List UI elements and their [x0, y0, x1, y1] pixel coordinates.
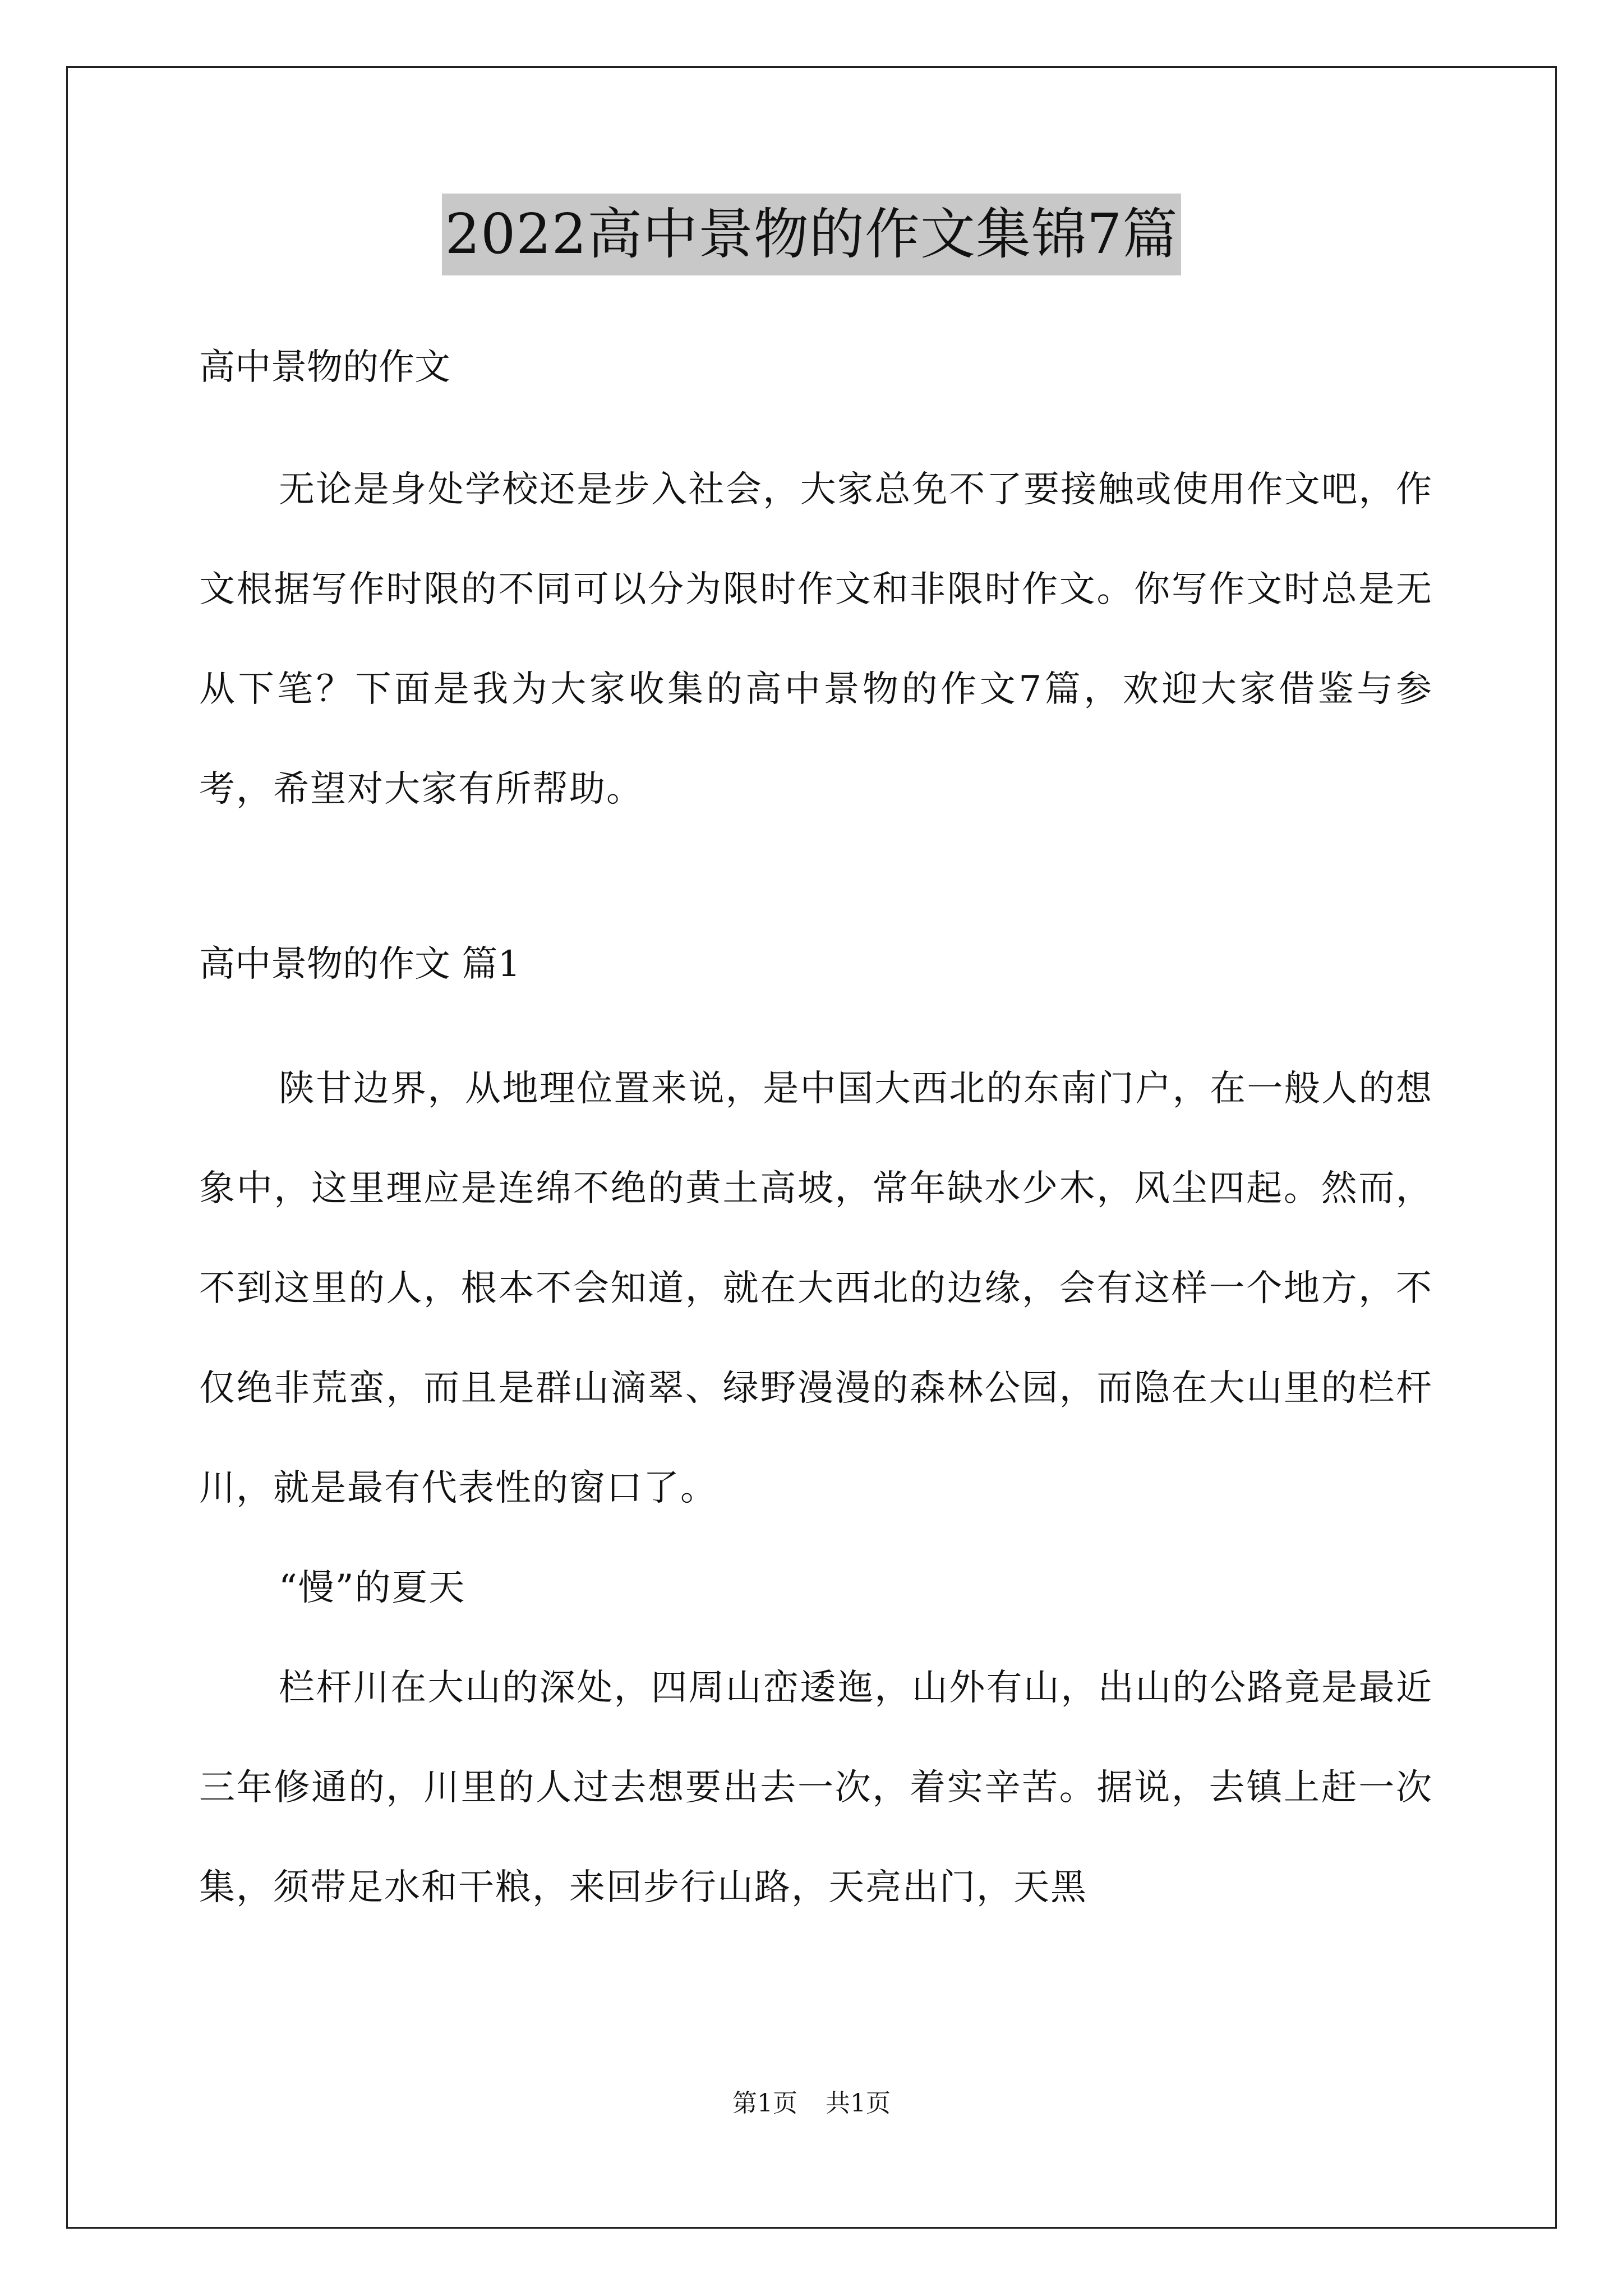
page-number-total: 共1页 [826, 2089, 891, 2118]
section1-subheading: “慢”的夏天 [279, 1567, 466, 1609]
section1-paragraph-2: 栏杆川在大山的深处，四周山峦逶迤，山外有山，出山的公路竟是最近三年修通的，川里的人过去想要出去一次，着实辛苦。据说，去镇上赶一次集，须带足水和干粮，来回步行山路，天亮出门，天黑 [199, 1667, 1433, 1908]
document-title: 2022高中景物的作文集锦7篇 [442, 194, 1182, 275]
title-container [0, 194, 1623, 275]
document-body [199, 314, 1433, 1938]
page-footer [0, 2087, 1623, 2120]
section1-heading: 高中景物的作文 篇1 [199, 944, 521, 985]
page-number-current: 第1页 [732, 2089, 797, 2118]
intro-heading: 高中景物的作文 [199, 347, 450, 388]
intro-paragraph: 无论是身处学校还是步入社会，大家总免不了要接触或使用作文吧，作文根据写作时限的不同可以分为限时作文和非限时作文。你写作文时总是无从下笔？下面是我为大家收集的高中景物的作文7篇，欢迎大家借鉴与参考，希望对大家有所帮助。 [199, 469, 1433, 810]
section1-paragraph-1: 陕甘边界，从地理位置来说，是中国大西北的东南门户，在一般人的想象中，这里理应是连绵不绝的黄土高坡，常年缺水少木，风尘四起。然而，不到这里的人，根本不会知道，就在大西北的边缘，会有这样一个地方，不仅绝非荒蛮，而且是群山滴翠、绿野漫漫的森林公园，而隐在大山里的栏杆川，就是最有代表性的窗口了。 [199, 1068, 1433, 1509]
